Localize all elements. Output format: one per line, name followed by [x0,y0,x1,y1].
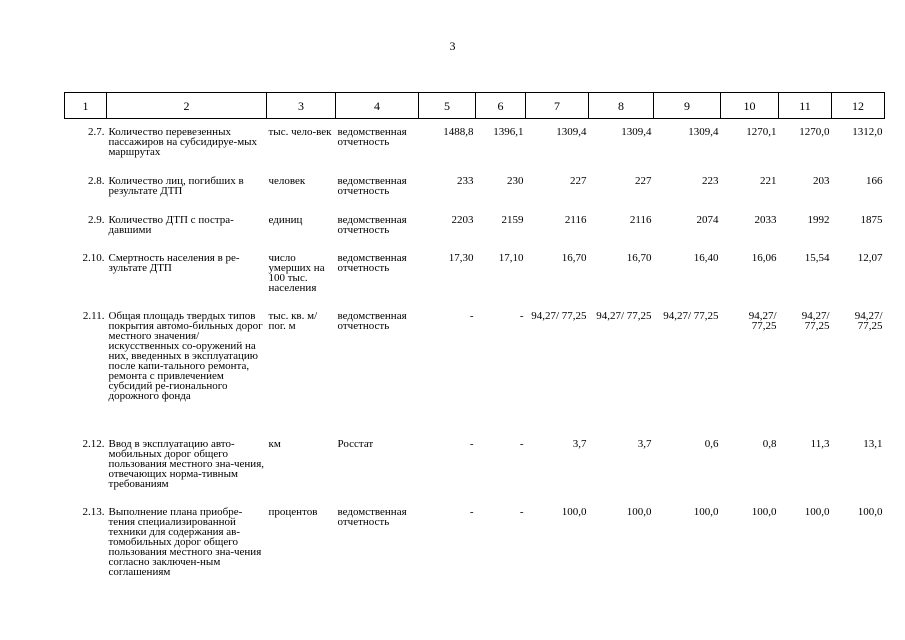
unit-of-measure-text: процентов [268,505,318,518]
value-cell [779,301,832,427]
indicator-name-text: Количество ДТП с постра-давшими [108,213,234,236]
value-cell [419,243,476,301]
value-cell [526,205,589,243]
value-cell-text: - [519,505,524,518]
value-cell [721,119,779,167]
value-cell [654,495,721,579]
value-cell-text: 94,27/ 77,25 [531,309,587,322]
value-cell [832,167,885,205]
value-cell [721,205,779,243]
value-cell-text: 223 [702,174,719,187]
value-cell-text: 17,10 [498,251,524,264]
value-cell [476,301,526,427]
value-cell [832,495,885,579]
value-cell [476,119,526,167]
value-cell-text: 227 [635,174,652,187]
header-col-2: 2 [107,93,267,119]
table-body [65,119,885,579]
row-number [65,301,107,427]
unit-of-measure-text: тыс. чело-век [268,126,332,138]
header-col-7: 7 [526,93,589,119]
row-number [65,119,107,167]
row-number-text: 2.13. [82,505,105,518]
value-cell [419,205,476,243]
value-cell-text: 16,06 [751,251,777,264]
indicator-name-text: Выполнение плана приобре-тения специализированной техники для содержания ав-томобильных дорог общего пользования местного зна-чения согласно заключен-ным соглашениям [108,505,262,578]
value-cell [589,205,654,243]
value-cell-text: 100,0 [626,505,652,518]
table-row [65,119,885,167]
unit-of-measure-text: тыс. кв. м/пог. м [268,309,318,332]
indicator-name [107,495,267,579]
value-cell-text: - [519,309,524,322]
indicator-name-text: Ввод в эксплуатацию авто-мобильных дорог общего пользования местного зна-чения, отвечающих норма-тивным требованиям [108,437,264,490]
value-cell [779,243,832,301]
value-cell [526,243,589,301]
data-source-text: ведомственная отчетность [337,505,407,528]
value-cell-text: 100,0 [857,505,883,518]
row-number-text: 2.11. [82,309,105,322]
header-col-3: 3 [267,93,336,119]
indicator-name-text: Смертность населения в ре-зультате ДТП [108,251,240,274]
value-cell [476,243,526,301]
unit-of-measure-text: единиц [268,213,303,226]
value-cell-text: 2159 [501,213,524,226]
header-col-11: 11 [779,93,832,119]
value-cell [779,427,832,495]
indicators-table [64,92,885,579]
unit-of-measure [267,243,336,301]
indicator-name [107,243,267,301]
unit-of-measure-text: число умерших на 100 тыс. населения [268,251,325,294]
row-number [65,167,107,205]
value-cell [589,301,654,427]
value-cell [654,167,721,205]
value-cell-text: 15,54 [804,251,830,264]
value-cell [654,427,721,495]
value-cell-text: 0,6 [704,437,719,450]
data-source [336,167,419,205]
value-cell [419,119,476,167]
value-cell-text: 1992 [807,213,830,226]
value-cell [419,167,476,205]
row-number-text: 2.12. [82,437,105,450]
value-cell [419,427,476,495]
row-number-text: 2.9. [88,213,105,226]
indicator-name-text: Количество лиц, погибших в результате ДТП [108,174,244,197]
value-cell [476,167,526,205]
value-cell-text: 94,27/ 77,25 [801,309,830,332]
value-cell [654,301,721,427]
row-number-text: 2.10. [82,251,105,264]
value-cell [832,205,885,243]
value-cell-text: 1270,0 [799,126,830,138]
unit-of-measure-text: человек [268,174,306,187]
table-row [65,495,885,579]
value-cell-text: 94,27/ 77,25 [854,309,883,332]
indicator-name-text: Количество перевезенных пассажиров на субсидируе-мых маршрутах [108,126,258,158]
value-cell-text: 2033 [754,213,777,226]
unit-of-measure [267,119,336,167]
value-cell-text: 1309,4 [688,126,719,138]
data-source [336,119,419,167]
value-cell-text: 221 [760,174,777,187]
value-cell [721,167,779,205]
value-cell [779,119,832,167]
value-cell-text: 203 [813,174,830,187]
value-cell-text: 100,0 [561,505,587,518]
value-cell-text: 227 [570,174,587,187]
data-source [336,205,419,243]
table-row [65,427,885,495]
value-cell [419,301,476,427]
value-cell [832,243,885,301]
value-cell [476,495,526,579]
value-cell [721,301,779,427]
data-source [336,495,419,579]
data-source [336,301,419,427]
value-cell [779,495,832,579]
value-cell-text: 100,0 [804,505,830,518]
value-cell-text: 1309,4 [621,126,652,138]
header-col-5: 5 [419,93,476,119]
value-cell [476,205,526,243]
value-cell-text: - [469,309,474,322]
row-number [65,205,107,243]
value-cell [721,495,779,579]
value-cell [526,301,589,427]
header-row [65,93,885,119]
value-cell [589,427,654,495]
value-cell [589,495,654,579]
indicator-name [107,205,267,243]
header-col-1: 1 [65,93,107,119]
value-cell [589,119,654,167]
value-cell-text: - [469,505,474,518]
table-row [65,167,885,205]
value-cell [654,205,721,243]
value-cell [721,427,779,495]
value-cell-text: 166 [866,174,883,187]
data-source-text: Росстат [337,437,374,450]
table-row [65,243,885,301]
indicator-name [107,427,267,495]
indicator-name [107,301,267,427]
value-cell-text: 1312,0 [852,126,883,138]
value-cell [419,495,476,579]
row-number [65,243,107,301]
unit-of-measure [267,205,336,243]
value-cell-text: 94,27/ 77,25 [596,309,652,322]
table-row [65,301,885,427]
value-cell-text: 12,07 [857,251,883,264]
value-cell-text: 100,0 [751,505,777,518]
header-col-9: 9 [654,93,721,119]
data-source-text: ведомственная отчетность [337,251,407,274]
value-cell [589,243,654,301]
value-cell-text: 1309,4 [556,126,587,138]
value-cell-text: 11,3 [810,437,830,450]
value-cell [476,427,526,495]
data-source-text: ведомственная отчетность [337,126,407,148]
indicator-name [107,119,267,167]
unit-of-measure [267,495,336,579]
unit-of-measure [267,427,336,495]
value-cell [526,119,589,167]
data-source-text: ведомственная отчетность [337,309,407,332]
indicator-name-text: Общая площадь твердых типов покрытия автомо-бильных дорог местного значения/искусственных со-оружений на них, введенных в эксплуатацию после капи-тального ремонта, ремонта с привлечением субсидий ре-гионального дорожного фонда [108,309,263,402]
value-cell [526,427,589,495]
value-cell-text: - [519,437,524,450]
header-col-4: 4 [336,93,419,119]
value-cell [779,167,832,205]
unit-of-measure [267,167,336,205]
unit-of-measure-text: км [268,437,281,450]
header-col-10: 10 [721,93,779,119]
row-number [65,427,107,495]
value-cell-text: 3,7 [572,437,587,450]
value-cell [832,427,885,495]
value-cell [779,205,832,243]
data-source [336,427,419,495]
header-col-8: 8 [589,93,654,119]
row-number-text: 2.8. [88,174,105,187]
value-cell [654,119,721,167]
value-cell [832,119,885,167]
unit-of-measure [267,301,336,427]
value-cell-text: 2074 [696,213,719,226]
header-col-6: 6 [476,93,526,119]
row-number-text: 2.7. [88,126,105,138]
value-cell-text: 94,27/ 77,25 [748,309,777,332]
page-number: 3 [449,39,456,53]
value-cell-text: 1396,1 [493,126,524,138]
value-cell-text: 13,1 [863,437,883,450]
data-source [336,243,419,301]
value-cell-text: 1875 [860,213,883,226]
value-cell-text: 16,70 [561,251,587,264]
value-cell-text: 2116 [564,213,587,226]
value-cell [721,243,779,301]
value-cell [526,167,589,205]
value-cell-text: 16,70 [626,251,652,264]
value-cell-text: 2203 [451,213,474,226]
value-cell-text: 1488,8 [443,126,474,138]
value-cell-text: 0,8 [762,437,777,450]
header-col-12: 12 [832,93,885,119]
value-cell-text: 2116 [629,213,652,226]
data-source-text: ведомственная отчетность [337,174,407,197]
value-cell-text: 233 [457,174,474,187]
value-cell-text: 16,40 [693,251,719,264]
value-cell-text: 100,0 [693,505,719,518]
value-cell-text: 94,27/ 77,25 [663,309,719,322]
value-cell-text: - [469,437,474,450]
value-cell-text: 17,30 [448,251,474,264]
value-cell [526,495,589,579]
value-cell [832,301,885,427]
value-cell-text: 3,7 [637,437,652,450]
row-number [65,495,107,579]
table-row [65,205,885,243]
value-cell-text: 1270,1 [746,126,777,138]
indicator-name [107,167,267,205]
value-cell [589,167,654,205]
value-cell [654,243,721,301]
data-source-text: ведомственная отчетность [337,213,407,236]
value-cell-text: 230 [507,174,524,187]
